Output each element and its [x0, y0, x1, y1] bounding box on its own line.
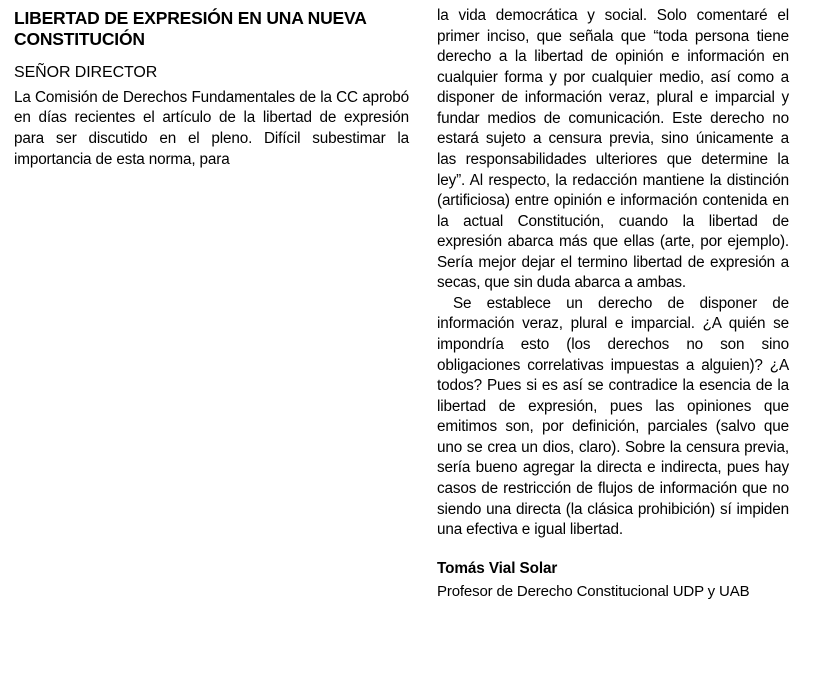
- letter-kicker: SEÑOR DIRECTOR: [14, 63, 158, 81]
- left-column-body: La Comisión de Derechos Fundamentales de la CC aprobó en días recientes el artículo de la libertad de expresión para ser discutido en el pleno. Difícil subestimar la importancia de esta norma, para: [14, 88, 409, 168]
- page-title: LIBERTAD DE EXPRESIÓN EN UNA NUEVA CONSTITUCIÓN: [14, 8, 366, 50]
- right-column-paragraph-2: Se establece un derecho de disponer de información veraz, plural e imparcial. ¿A quién se impondría esto (los derechos no son sino obligaciones correlativas impuestas a alguien)? ¿A todos? Pues si es así se contradice la esencia de la libertad de expresión, pues las opiniones que emitimos son, por definición, parciales (salvo que uno se crea un dios, claro). Sobre la censura previa, sería bueno agregar la directa e indirecta, pues hay casos de restricción de flujos de información que no siendo una directa (la clásica prohibición) sí impiden una efectiva e igual libertad.: [437, 294, 789, 539]
- author-name: Tomás Vial Solar: [437, 559, 558, 577]
- right-column-paragraph-1: la vida democrática y social. Solo comentaré el primer inciso, que señala que “toda persona tiene derecho a la libertad de opinión e información en cualquier forma y por cualquier medio, así como a disponer de información veraz, plural e imparcial y fundar medios de comunicación. Este derecho no estará sujeto a censura previa, sino únicamente a las responsabilidades ulteriores que determine la ley”. Al respecto, la redacción mantiene la distinción (artificiosa) entre opinión e información contenida en la actual Constitución, cuando la libertad de expresión abarca más que ellas (arte, por ejemplo). Sería mejor dejar el termino libertad de expresión a secas, que sin duda abarca a ambas.: [437, 7, 789, 292]
- article-columns: [14, 8, 803, 700]
- left-column: [14, 8, 409, 170]
- right-column: [437, 6, 789, 601]
- author-title: Profesor de Derecho Constitucional UDP y UAB: [437, 582, 750, 600]
